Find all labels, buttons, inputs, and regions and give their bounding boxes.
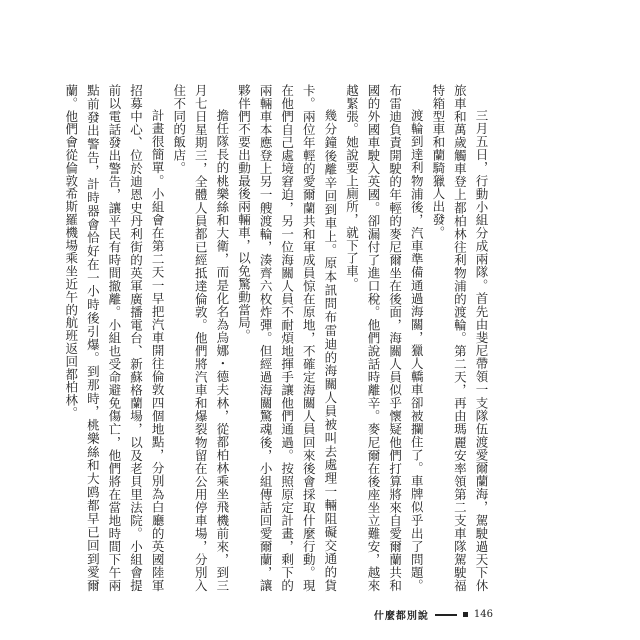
paragraph-2: 渡輪到達利物浦後，汽車準備通過海關，獵人轎車卻被攔住了。車牌似乎出了問題。布雷迪負責開駛的年輕的麥尼爾坐在後面，海關人員似乎懷疑他們打算將來自愛爾蘭共和國的外國車駛入英國。卻漏付了進口稅。他們說話時離辛。麥尼爾在後座坐立難安，越來越緊張。她說要上廁所，就下了車。 — [344, 84, 425, 592]
paragraph-3: 幾分鐘後離辛回到車上。原本訊問布雷迪的海關人員被叫去處理一輛阻礙交通的貨卡。兩位年輕的愛爾蘭共和軍成員惊在原地，不確定海關人員回來後會採取什麼行動。現在他們自己處境窘迫，另一位海關人員不耐煩地揮手讓他們通過。按照原定計畫，剩下的兩輛車本應登上另一艘渡輪，湊齊六枚炸彈。但經過海關驚魂後，小組傳話回愛爾蘭，讓夥伴們不要出動最後兩輛車，以免驚動當局。 — [236, 84, 338, 592]
body-text — [63, 84, 492, 592]
paragraph-5: 計畫很簡單。小組會在第二天一早把汽車開往倫敦四個地點，分別為白廳的英國陸軍招募中心、位於迪恩史丹利街的英軍廣播電台、新蘇格蘭場，以及老貝里法院。小組會提前以電話發出警告，讓平民有時間撤離。小組也受命避免傷亡，他們將在當地時間下午兩點前發出警告，計時器會恰好在一小時後引爆。到那時，桃樂絲和大鸥都早已回到愛爾蘭。他們會從倫敦希斯羅機場乘坐近午的航班返回都柏林。 — [63, 84, 166, 592]
footer-square-icon — [463, 612, 468, 617]
paragraph-1: 三月五日，行動小組分成兩隊。首先由斐尼帶領一支隊伍渡愛爾蘭海，駕駛過天下休旅車和萬歲觸車登上都柏林往利物浦的渡輪。第二天，再由瑪麗安率領第二支車隊駕駛福特箱型車和蘭騎獵人出發。 — [430, 84, 489, 592]
footer-rule — [435, 614, 457, 616]
page-footer — [374, 607, 493, 622]
page-number: 146 — [473, 609, 493, 620]
paragraph-4: 擔任隊長的桃樂絲和大衛，而是化名為烏娜・德夫林，從都柏林乘坐飛機前來，到三月七日星期三，全體人員都已經抵達倫敦。他們將汽車和爆裂物留在公用停車場，分別入住不同的飯店。 — [171, 84, 230, 592]
running-title: 什麼都別說 — [373, 611, 429, 622]
